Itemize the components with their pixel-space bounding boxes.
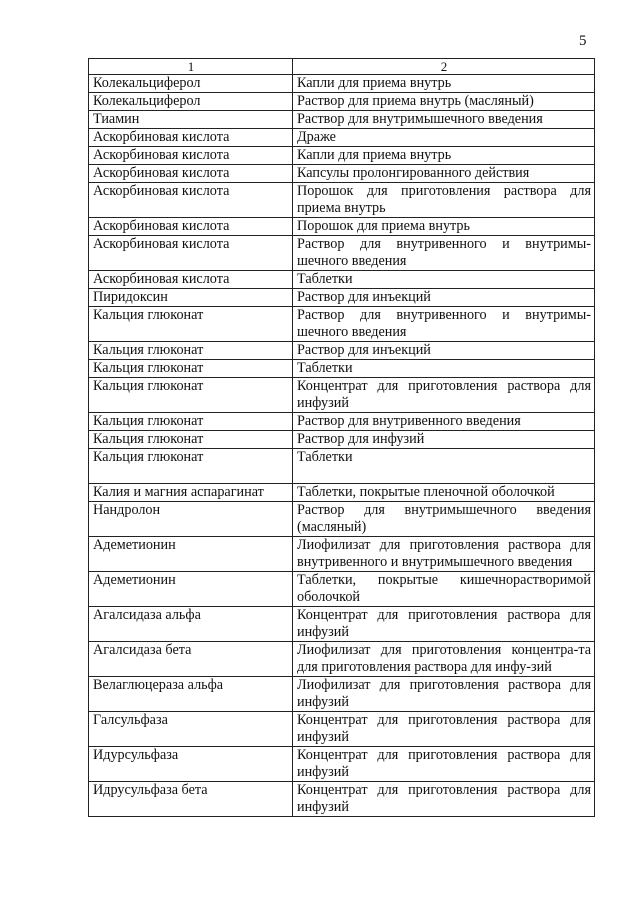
dosage-form-cell: Концентрат для приготовления раствора для инфузий xyxy=(293,782,595,817)
drug-name-cell: Пиридоксин xyxy=(89,289,293,307)
drug-name-cell: Колекальциферол xyxy=(89,75,293,93)
dosage-form-cell: Таблетки, покрытые пленочной оболочкой xyxy=(293,484,595,502)
drug-name-cell: Кальция глюконат xyxy=(89,342,293,360)
dosage-form-cell: Концентрат для приготовления раствора для инфузий xyxy=(293,607,595,642)
dosage-form-cell: Порошок для приготовления раствора для приема внутрь xyxy=(293,183,595,218)
drug-name-cell: Галсульфаза xyxy=(89,712,293,747)
dosage-form-cell: Раствор для внутримышечного введения (масляный) xyxy=(293,502,595,537)
table-row xyxy=(89,289,595,307)
dosage-form-cell: Порошок для приема внутрь xyxy=(293,218,595,236)
dosage-form-cell: Раствор для инъекций xyxy=(293,289,595,307)
table-row xyxy=(89,502,595,537)
dosage-form-cell: Лиофилизат для приготовления концентра-та для приготовления раствора для инфу-зий xyxy=(293,642,595,677)
table-row xyxy=(89,449,595,484)
dosage-form-cell: Лиофилизат для приготовления раствора для внутривенного и внутримышечного введения xyxy=(293,537,595,572)
dosage-form-cell: Раствор для внутривенного введения xyxy=(293,413,595,431)
dosage-form-cell: Раствор для приема внутрь (масляный) xyxy=(293,93,595,111)
dosage-form-cell: Капли для приема внутрь xyxy=(293,75,595,93)
column-header-1: 1 xyxy=(89,59,293,75)
dosage-form-cell: Раствор для внутривенного и внутримы-шечного введения xyxy=(293,236,595,271)
dosage-form-cell: Таблетки xyxy=(293,360,595,378)
table-row xyxy=(89,747,595,782)
table-row xyxy=(89,111,595,129)
table-row xyxy=(89,147,595,165)
table-row xyxy=(89,75,595,93)
table-row xyxy=(89,165,595,183)
table-row xyxy=(89,431,595,449)
drug-name-cell: Аскорбиновая кислота xyxy=(89,271,293,289)
drug-name-cell: Велаглюцераза альфа xyxy=(89,677,293,712)
drug-name-cell: Аскорбиновая кислота xyxy=(89,183,293,218)
drug-name-cell: Агалсидаза альфа xyxy=(89,607,293,642)
table-row xyxy=(89,342,595,360)
table-row xyxy=(89,537,595,572)
drug-name-cell: Агалсидаза бета xyxy=(89,642,293,677)
table-row xyxy=(89,271,595,289)
drug-name-cell: Идрусульфаза бета xyxy=(89,782,293,817)
drug-name-cell: Адеметионин xyxy=(89,537,293,572)
table-row xyxy=(89,413,595,431)
drug-name-cell: Кальция глюконат xyxy=(89,413,293,431)
table-header-row xyxy=(89,59,595,75)
dosage-form-cell: Таблетки xyxy=(293,271,595,289)
table-row xyxy=(89,129,595,147)
dosage-form-cell: Капли для приема внутрь xyxy=(293,147,595,165)
table-row xyxy=(89,93,595,111)
table-body xyxy=(89,75,595,817)
drug-name-cell: Идурсульфаза xyxy=(89,747,293,782)
drug-name-cell: Кальция глюконат xyxy=(89,449,293,484)
table-row xyxy=(89,607,595,642)
table-row xyxy=(89,236,595,271)
table-row xyxy=(89,572,595,607)
table-row xyxy=(89,484,595,502)
table-row xyxy=(89,782,595,817)
table-row xyxy=(89,218,595,236)
drug-name-cell: Кальция глюконат xyxy=(89,431,293,449)
dosage-form-cell: Лиофилизат для приготовления раствора для инфузий xyxy=(293,677,595,712)
drug-name-cell: Аскорбиновая кислота xyxy=(89,129,293,147)
drug-name-cell: Аскорбиновая кислота xyxy=(89,218,293,236)
drug-name-cell: Калия и магния аспарагинат xyxy=(89,484,293,502)
drug-name-cell: Кальция глюконат xyxy=(89,360,293,378)
dosage-form-cell: Раствор для инъекций xyxy=(293,342,595,360)
dosage-form-cell: Раствор для инфузий xyxy=(293,431,595,449)
drug-name-cell: Кальция глюконат xyxy=(89,378,293,413)
dosage-form-cell: Капсулы пролонгированного действия xyxy=(293,165,595,183)
drug-name-cell: Аскорбиновая кислота xyxy=(89,147,293,165)
drug-name-cell: Колекальциферол xyxy=(89,93,293,111)
drug-name-cell: Адеметионин xyxy=(89,572,293,607)
table-row xyxy=(89,183,595,218)
table-row xyxy=(89,642,595,677)
table-row xyxy=(89,378,595,413)
dosage-form-cell: Драже xyxy=(293,129,595,147)
dosage-form-cell: Раствор для внутривенного и внутримы-шечного введения xyxy=(293,307,595,342)
drug-name-cell: Нандролон xyxy=(89,502,293,537)
table-row xyxy=(89,712,595,747)
column-header-2: 2 xyxy=(293,59,595,75)
drug-name-cell: Аскорбиновая кислота xyxy=(89,165,293,183)
dosage-form-cell: Таблетки, покрытые кишечнорастворимой оболочкой xyxy=(293,572,595,607)
dosage-form-cell: Раствор для внутримышечного введения xyxy=(293,111,595,129)
dosage-form-cell: Таблетки xyxy=(293,449,595,484)
table-row xyxy=(89,677,595,712)
drug-table xyxy=(88,58,595,817)
dosage-form-cell: Концентрат для приготовления раствора для инфузий xyxy=(293,378,595,413)
dosage-form-cell: Концентрат для приготовления раствора для инфузий xyxy=(293,712,595,747)
drug-name-cell: Кальция глюконат xyxy=(89,307,293,342)
table-row xyxy=(89,307,595,342)
drug-name-cell: Тиамин xyxy=(89,111,293,129)
dosage-form-cell: Концентрат для приготовления раствора для инфузий xyxy=(293,747,595,782)
table-row xyxy=(89,360,595,378)
page-number: 5 xyxy=(579,33,587,49)
drug-name-cell: Аскорбиновая кислота xyxy=(89,236,293,271)
